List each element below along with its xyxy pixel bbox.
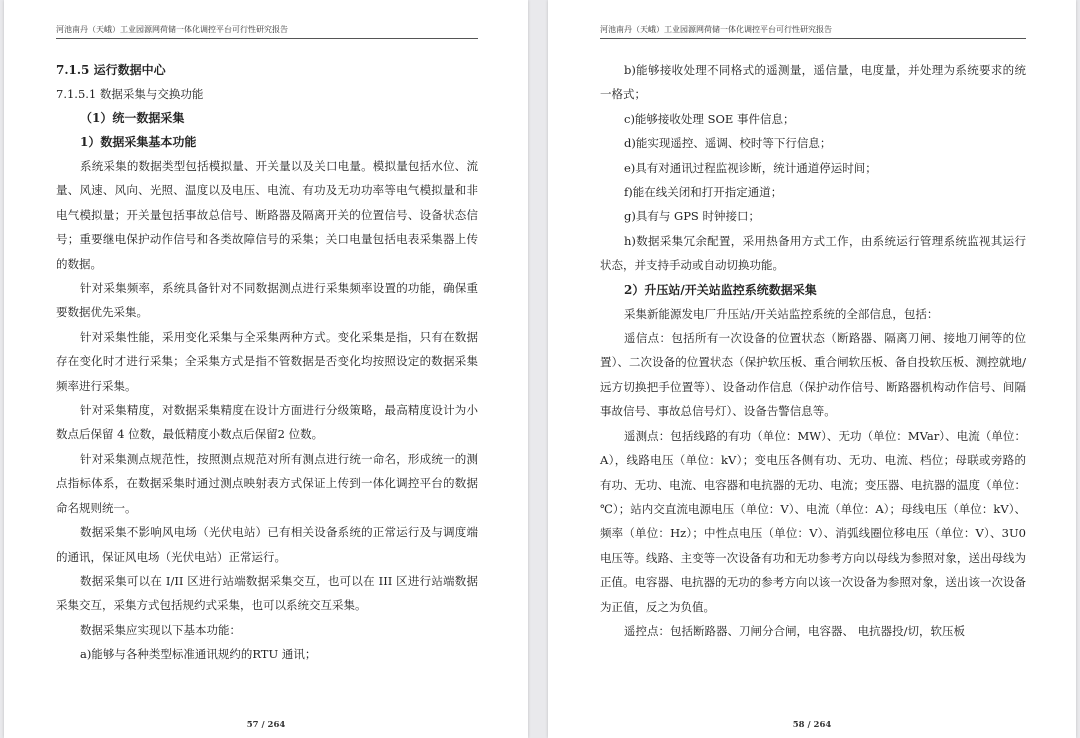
section-title: 7.1.5 运行数据中心 <box>56 63 166 77</box>
page-number: 58 / 264 <box>792 720 832 730</box>
sub-item-title: 1）数据采集基本功能 <box>80 135 197 149</box>
paragraph: b)能够接收处理不同格式的遥测量，遥信量，电度量，并处理为系统要求的统一格式； <box>600 63 1026 102</box>
page-number: 57 / 264 <box>246 720 286 730</box>
paragraph: 数据采集应实现以下基本功能： <box>80 622 241 637</box>
paragraph: f)能在线关闭和打开指定通道； <box>624 185 783 200</box>
item-title: （1）统一数据采集 <box>80 111 185 125</box>
right-page <box>548 0 1076 738</box>
paragraph: 针对采集测点规范性，按照测点规范对所有测点进行统一命名，形成统一的测点指标体系，在数据采集时通过测点映射表方式保证上传到一体化调控平台的数据命名规则统一。 <box>56 451 478 515</box>
page-body <box>600 58 1026 643</box>
paragraph: a)能够与各种类型标准通讯规约的RTU 通讯； <box>80 647 317 662</box>
paragraph: 系统采集的数据类型包括模拟量、开关量以及关口电量。模拟量包括水位、流量、风速、风向、光照、温度以及电压、电流、有功及无功功率等电气模拟量和非电气模拟量；开关量包括事故总信号、断路器及隔离开关的位置信号、设备状态信号；重要继电保护动作信号和各类故障信号的采集；关口电量包括电表采集器上传的数据。 <box>56 159 478 271</box>
paragraph: 遥测点：包括线路的有功（单位：MW）、无功（单位：MVar）、电流（单位：A），线路电压（单位：kV）；变电压各侧有功、无功、电流、档位；母联或旁路的有功、无功、电流、电容器和电抗器的无功、电流；变压器、电抗器的温度（单位：℃）；站内交直流电源电压（单位：V）、电流（单位：A）；母线电压（单位：kV）、频率（单位：Hz）；中性点电压（单位：V）、消弧线圈位移电压（单位：V）、3U0 电压等。线路、主变等一次设备有功和无功参考方向以母线为参照对象，送出母线为正值。电容器、电抗器的无功的参考方向以该一次设备为参照对象，送出该一次设备为正值，反之为负值。 <box>600 428 1026 614</box>
paragraph: 数据采集可以在 I/II 区进行站端数据采集交互，也可以在 III 区进行站端数据采集交互，采集方式包括规约式采集，也可以系统交互采集。 <box>56 573 478 613</box>
paragraph: 采集新能源发电厂升压站/开关站监控系统的全部信息，包括： <box>624 306 939 321</box>
subsection-title: 7.1.5.1 数据采集与交换功能 <box>56 87 204 101</box>
paragraph: g)具有与 GPS 时钟接口； <box>624 209 760 224</box>
paragraph: d)能实现遥控、遥调、校时等下行信息； <box>624 136 832 151</box>
page-body <box>56 58 478 667</box>
running-header: 河池南丹（天峨）工业园源网荷储一体化调控平台可行性研究报告 <box>56 24 478 39</box>
running-header: 河池南丹（天峨）工业园源网荷储一体化调控平台可行性研究报告 <box>600 24 1026 39</box>
paragraph: 针对采集精度，对数据采集精度在设计方面进行分级策略，最高精度设计为小数点后保留 4 位数，最低精度小数点后保留2 位数。 <box>56 403 478 442</box>
paragraph: e)具有对通讯过程监视诊断，统计通道停运时间； <box>624 160 877 175</box>
paragraph: 遥控点：包括断路器、刀闸分合闸，电容器、 电抗器投/切，软压板 <box>624 623 966 638</box>
paragraph: c)能够接收处理 SOE 事件信息； <box>624 111 795 126</box>
paragraph: 遥信点：包括所有一次设备的位置状态（断路器、隔离刀闸、接地刀闸等的位置）、二次设备的位置状态（保护软压板、重合闸软压板、备自投软压板、测控就地/远方切换把手位置等）、设备动作信息（保护动作信号、断路器机构动作信号、间隔事故信号、事故总信号灯）、设备告警信息等。 <box>600 331 1026 419</box>
paragraph: 针对采集频率，系统具备针对不同数据测点进行采集频率设置的功能，确保重要数据优先采集。 <box>56 281 478 320</box>
left-page <box>4 0 528 738</box>
paragraph: 数据采集不影响风电场（光伏电站）已有相关设备系统的正常运行及与调度端的通讯，保证风电场（光伏电站）正常运行。 <box>56 525 478 564</box>
sub-item-title: 2）升压站/开关站监控系统数据采集 <box>624 282 817 297</box>
paragraph: 针对采集性能，采用变化采集与全采集两种方式。变化采集是指，只有在数据存在变化时才进行采集；全采集方式是指不管数据是否变化均按照设定的数据采集频率进行采集。 <box>56 329 478 393</box>
paragraph: h)数据采集冗余配置，采用热备用方式工作，由系统运行管理系统监视其运行状态，并支持手动或自动切换功能。 <box>600 233 1026 273</box>
